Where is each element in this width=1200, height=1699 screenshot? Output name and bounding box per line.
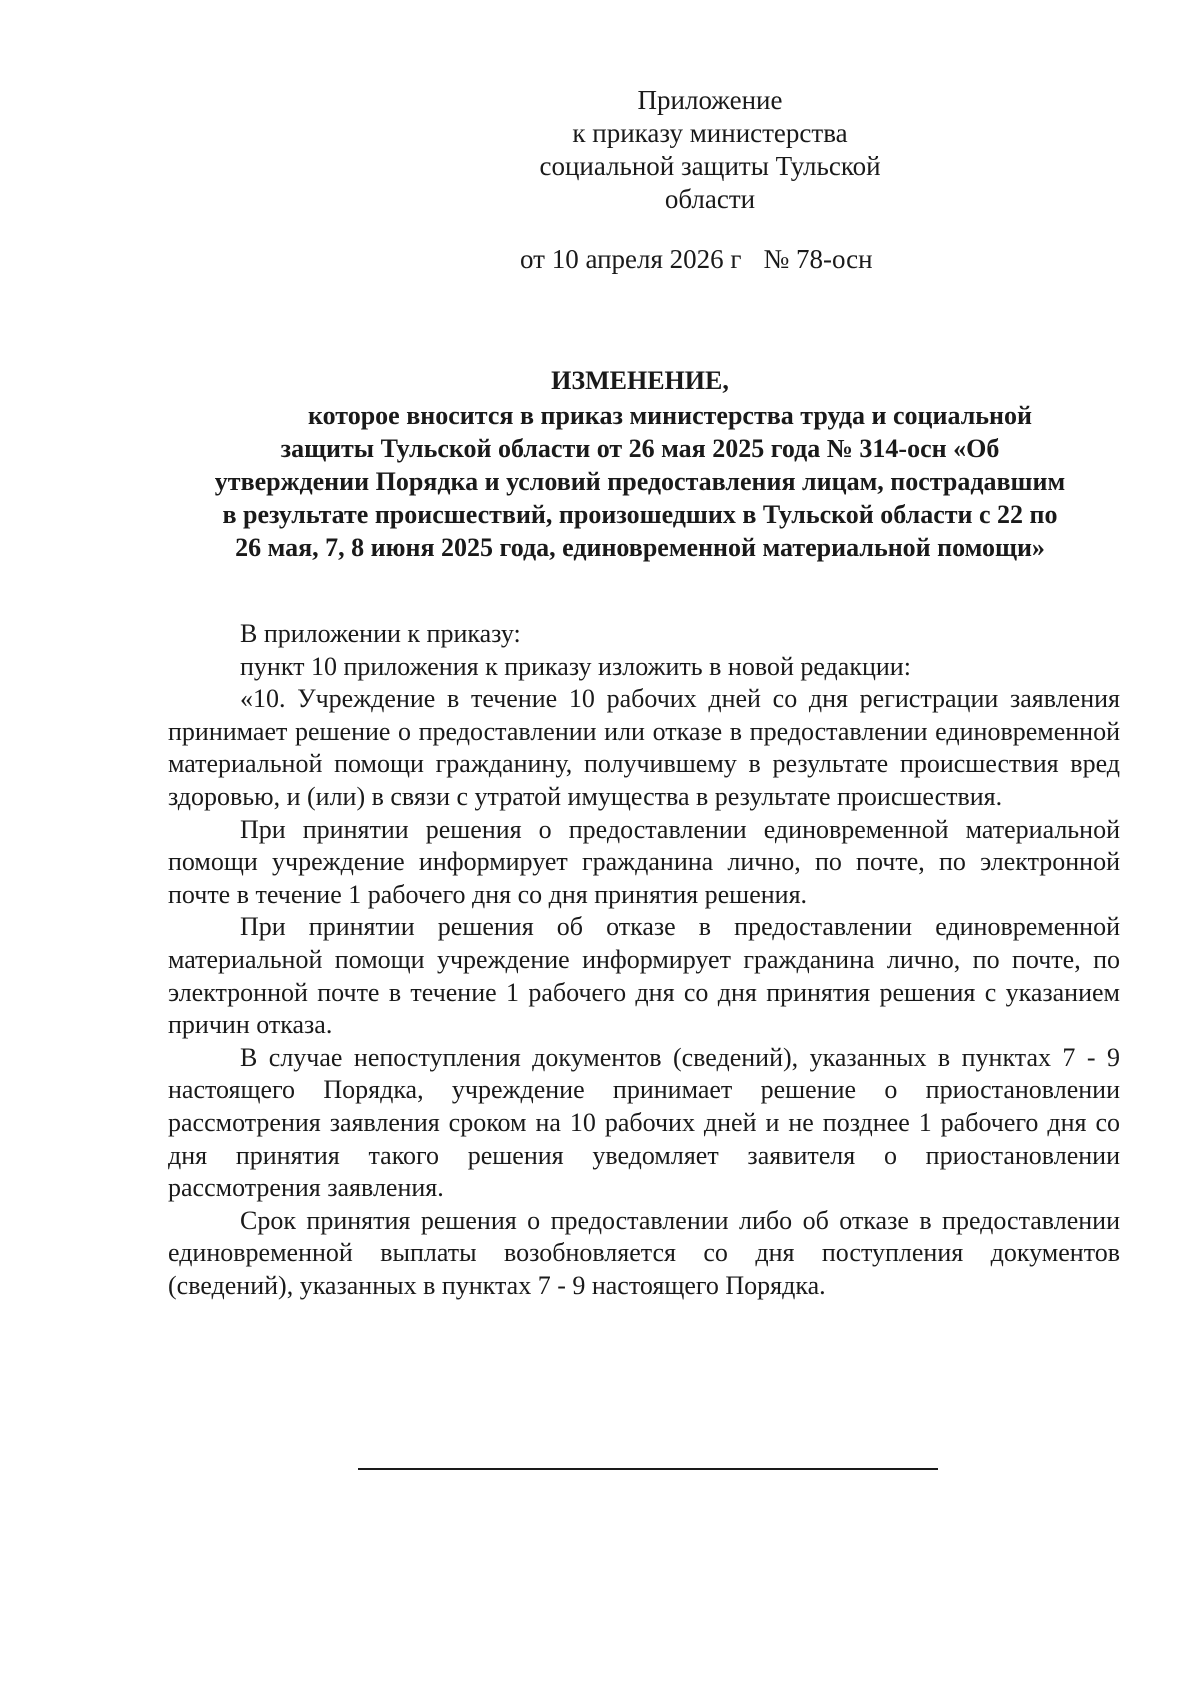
order-date-line (490, 243, 930, 276)
title-line-3: утверждении Порядка и условий предоставления лицам, пострадавшим (214, 467, 1066, 496)
order-date: от 10 апреля 2026 г (520, 244, 742, 274)
paragraph-5: При принятии решения об отказе в предоставлении единовременной материальной помощи учреждение информирует гражданина лично, по почте, по электронной почте в течение 1 рабочего дня со дня принятия решения с указанием причин отказа. (168, 912, 1120, 1040)
paragraph-1: В приложении к приказу: (240, 619, 521, 648)
title-heading: ИЗМЕНЕНИЕ, (551, 366, 729, 395)
document-body (168, 618, 1120, 1302)
title-line-4: в результате происшествий, произошедших в Тульской области с 22 по (222, 500, 1058, 529)
appendix-line-1: Приложение (637, 85, 783, 115)
document-title (160, 364, 1120, 564)
order-number: № 78-осн (763, 244, 873, 274)
paragraph-3: «10. Учреждение в течение 10 рабочих дней со дня регистрации заявления принимает решение о предоставлении или отказе в предоставлении единовременной материальной помощи гражданину, получившему в результате происшествия вред здоровью, и (или) в связи с утратой имущества в результате происшествия. (168, 684, 1120, 811)
appendix-header (490, 84, 930, 276)
paragraph-2: пункт 10 приложения к приказу изложить в новой редакции: (240, 651, 911, 681)
appendix-line-3: социальной защиты Тульской (539, 151, 881, 181)
end-divider (358, 1468, 938, 1470)
title-line-2: защиты Тульской области от 26 мая 2025 года № 314-осн «Об (280, 434, 1000, 463)
paragraph-7: Срок принятия решения о предоставлении либо об отказе в предоставлении единовременной выплаты возобновляется со дня поступления документов (сведений), указанных в пунктах 7 - 9 настоящего Порядка. (168, 1205, 1120, 1300)
title-line-1: которое вносится в приказ министерства труда и социальной (307, 401, 1032, 430)
title-line-5: 26 мая, 7, 8 июня 2025 года, единовременной материальной помощи» (235, 533, 1045, 562)
appendix-line-2: к приказу министерства (572, 118, 848, 148)
paragraph-6: В случае непоступления документов (сведений), указанных в пунктах 7 - 9 настоящего Порядка, учреждение принимает решение о приостановлении рассмотрения заявления сроком на 10 рабочих дней и не позднее 1 рабочего дня со дня принятия такого решения уведомляет заявителя о приостановлении рассмотрения заявления. (168, 1042, 1120, 1203)
paragraph-4: При принятии решения о предоставлении единовременной материальной помощи учреждение информирует гражданина лично, по почте, по электронной почте в течение 1 рабочего дня со дня принятия решения. (168, 814, 1120, 909)
appendix-line-4: области (664, 184, 756, 214)
